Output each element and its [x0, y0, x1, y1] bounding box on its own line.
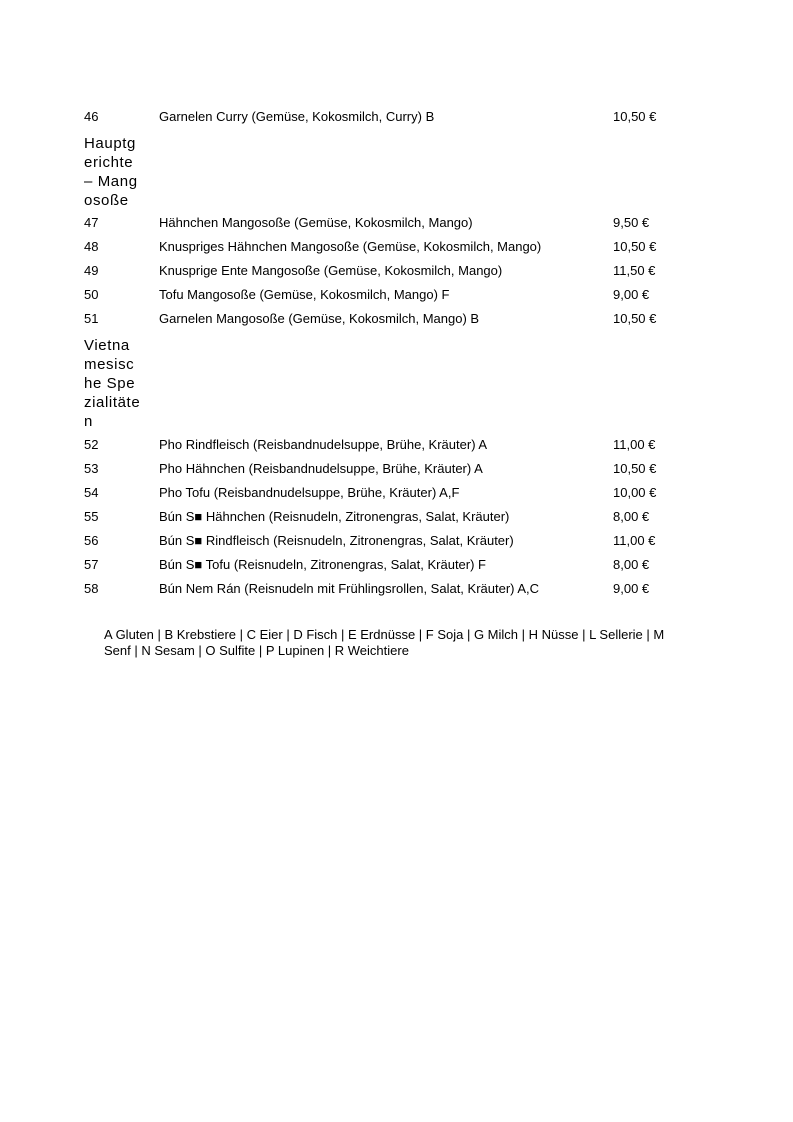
- item-price: 10,50 €: [613, 239, 657, 254]
- section-heading-vietnamese: [84, 336, 146, 431]
- item-name: Hähnchen Mangosoße (Gemüse, Kokosmilch, Mango): [159, 215, 473, 230]
- allergen-legend: [104, 627, 694, 659]
- menu-item-57: [84, 556, 704, 574]
- item-number: 55: [84, 509, 99, 524]
- item-price: 11,00 €: [613, 533, 656, 548]
- item-number: 48: [84, 239, 99, 254]
- section-heading-line: erichte: [84, 154, 134, 171]
- item-name: Bún S■ Rindfleisch (Reisnudeln, Zitronengras, Salat, Kräuter): [159, 533, 514, 548]
- item-name: Pho Rindfleisch (Reisbandnudelsuppe, Brühe, Kräuter) A: [159, 437, 488, 452]
- item-price: 10,50 €: [613, 109, 657, 124]
- menu-item-58: [84, 580, 704, 598]
- menu-item-55: [84, 508, 704, 526]
- menu-item-54: [84, 484, 704, 502]
- item-name: Garnelen Curry (Gemüse, Kokosmilch, Curry) B: [159, 109, 435, 124]
- menu-item-50: [84, 286, 704, 304]
- item-number: 51: [84, 311, 99, 326]
- section-heading-line: Vietna: [84, 337, 130, 354]
- section-heading-line: osoße: [84, 192, 129, 209]
- item-name: Tofu Mangosoße (Gemüse, Kokosmilch, Mango) F: [159, 287, 450, 302]
- item-number: 47: [84, 215, 99, 230]
- item-number: 50: [84, 287, 99, 302]
- item-price: 11,00 €: [613, 437, 656, 452]
- item-number: 56: [84, 533, 99, 548]
- item-price: 9,00 €: [613, 581, 650, 596]
- item-price: 9,50 €: [613, 215, 650, 230]
- section-heading-line: Hauptg: [84, 135, 136, 152]
- section-heading-line: he Spe: [84, 375, 136, 392]
- item-price: 11,50 €: [613, 263, 656, 278]
- section-heading-line: mesisc: [84, 356, 135, 373]
- menu-item-49: [84, 262, 704, 280]
- item-price: 9,00 €: [613, 287, 650, 302]
- menu-item-56: [84, 532, 704, 550]
- item-number: 57: [84, 557, 99, 572]
- item-name: Knusprige Ente Mangosoße (Gemüse, Kokosmilch, Mango): [159, 263, 503, 278]
- menu-item-48: [84, 238, 704, 256]
- item-name: Bún S■ Hähnchen (Reisnudeln, Zitronengras, Salat, Kräuter): [159, 509, 510, 524]
- item-name: Knuspriges Hähnchen Mangosoße (Gemüse, Kokosmilch, Mango): [159, 239, 542, 254]
- item-price: 10,00 €: [613, 485, 657, 500]
- item-name: Pho Hähnchen (Reisbandnudelsuppe, Brühe, Kräuter) A: [159, 461, 483, 476]
- item-number: 53: [84, 461, 99, 476]
- item-price: 10,50 €: [613, 461, 657, 476]
- item-number: 58: [84, 581, 99, 596]
- item-number: 49: [84, 263, 99, 278]
- menu-item-52: [84, 436, 704, 454]
- item-number: 54: [84, 485, 99, 500]
- item-name: Bún Nem Rán (Reisnudeln mit Frühlingsrollen, Salat, Kräuter) A,C: [159, 581, 540, 596]
- menu-item-47: [84, 214, 704, 232]
- item-price: 10,50 €: [613, 311, 657, 326]
- section-heading-line: zialitäte: [84, 394, 141, 411]
- section-heading-mangososse: [84, 134, 146, 210]
- item-number: 46: [84, 109, 99, 124]
- menu-item-46: [84, 108, 704, 126]
- item-price: 8,00 €: [613, 557, 650, 572]
- menu-item-53: [84, 460, 704, 478]
- allergen-legend-line: Senf | N Sesam | O Sulfite | P Lupinen | R Weichtiere: [104, 643, 409, 658]
- section-heading-line: – Mang: [84, 173, 138, 190]
- allergen-legend-line: A Gluten | B Krebstiere | C Eier | D Fisch | E Erdnüsse | F Soja | G Milch | H Nüsse | L Sellerie | M: [104, 627, 665, 642]
- item-name: Bún S■ Tofu (Reisnudeln, Zitronengras, Salat, Kräuter) F: [159, 557, 486, 572]
- item-price: 8,00 €: [613, 509, 650, 524]
- item-name: Pho Tofu (Reisbandnudelsuppe, Brühe, Kräuter) A,F: [159, 485, 460, 500]
- item-number: 52: [84, 437, 99, 452]
- item-name: Garnelen Mangosoße (Gemüse, Kokosmilch, Mango) B: [159, 311, 480, 326]
- section-heading-line: n: [84, 413, 93, 430]
- menu-item-51: [84, 310, 704, 328]
